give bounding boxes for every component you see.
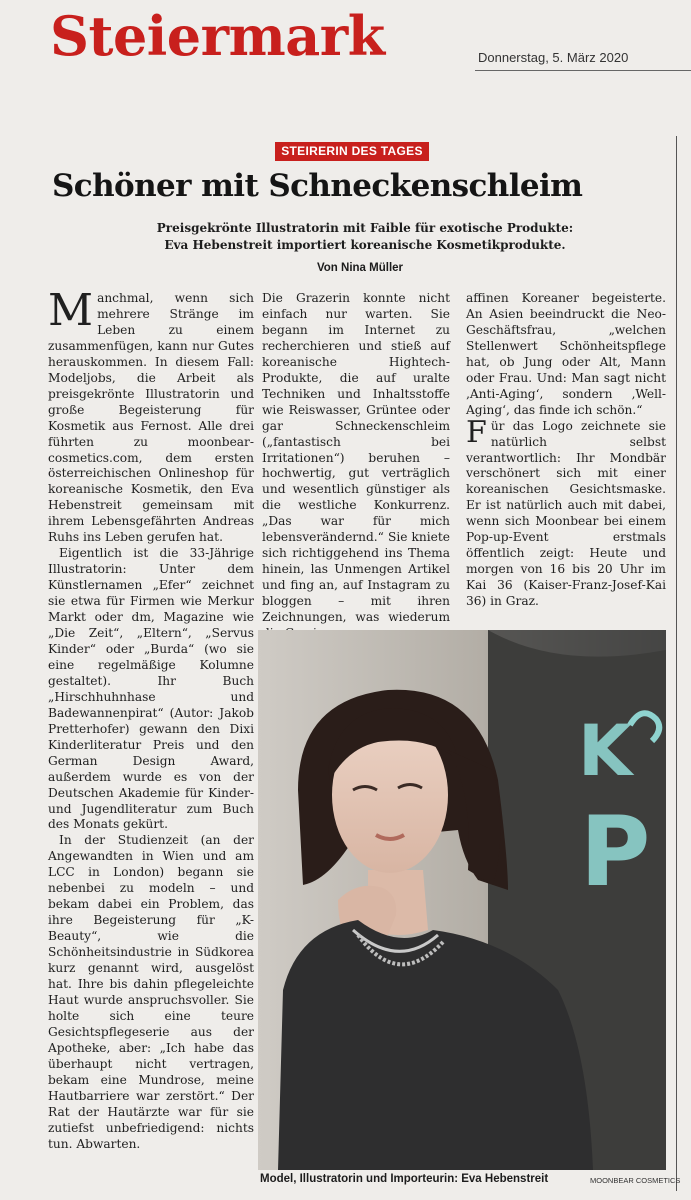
article-column-1	[48, 285, 254, 1152]
svg-text:K: K	[578, 710, 633, 792]
paragraph: Manchmal, wenn sich mehrere Stränge im Leben zu einem zusammenfügen, kann nur Gutes herauskommen. In diesem Fall: Modeljobs, die Arbeit als preisgekrönte Illustratorin und große Begeisterung für Kosmetik aus Fernost. Alle drei führten zu moonbear-cosmetics.com, dem ersten österreichischen Onlineshop für koreanische Kosmetik, den Eva Hebenstreit gemeinsam mit ihrem Lebensgefährten Andreas Ruhs ins Leben gerufen hat.	[48, 285, 254, 545]
portrait-illustration	[258, 630, 666, 1170]
article-kicker: STEIRERIN DES TAGES	[275, 142, 429, 161]
article-headline: Schöner mit Schneckenschleim	[52, 168, 583, 204]
photo-caption: Model, Illustratorin und Importeurin: Eva Hebenstreit	[260, 1173, 549, 1185]
drop-cap: F	[466, 414, 487, 450]
paragraph: Für das Logo zeichnete sie natürlich selbst verantwortlich: Ihr Mondbär verschönert sich mit einer koreanischen Gesichtsmaske. Er ist natürlich auch mit dabei, wenn sich Moonbear bei einem Pop-up-Event erstmals öffentlich zeigt: Heute und morgen von 16 bis 20 Uhr im Kai 36 (Kaiser-Franz-Josef-Kai 36) in Graz.	[466, 414, 666, 609]
article-column-3	[466, 291, 666, 610]
issue-date: Donnerstag, 5. März 2020	[478, 50, 629, 65]
article-subhead	[125, 220, 605, 254]
drop-cap: M	[48, 285, 94, 336]
article-column-2	[262, 291, 450, 642]
column-rule	[676, 136, 677, 1191]
photo-credit: MOONBEAR COSMETICS	[590, 1176, 681, 1185]
paragraph: Eigentlich ist die 33-Jährige Illustratorin: Unter dem Künstlernamen „Efer“ zeichnet sie etwa für Firmen wie Merkur Markt oder dm, Magazine wie „Die Zeit“, „Eltern“, „Servus Kinder“ oder „Burda“ (wo sie eine regelmäßige Kolumne gestaltet). Ihr Buch „Hirschhuhnhase und Badewannenpirat“ (Autor: Jakob Pretterhofer) gewann den Dixi Kinderliteratur Preis und den German Design Award, außerdem wurde es von der Deutschen Akademie für Kinder- und Jugendliteratur zum Buch des Monats gekürt.	[48, 546, 254, 832]
article-byline: Von Nina Müller	[316, 262, 404, 274]
masthead-title: Steiermark	[50, 4, 385, 68]
subhead-line: Eva Hebenstreit importiert koreanische Kosmetikprodukte.	[164, 238, 566, 252]
svg-text:P: P	[580, 796, 651, 908]
masthead-rule	[475, 70, 691, 71]
paragraph: In der Studienzeit (an der Angewandten in Wien und am LCC in London) begann sie nebenbei zu modeln – und bekam dabei ein Problem, das ihre Begeisterung für „K-Beauty“, wie die Schönheitsindustrie in Südkorea kurz genannt wird, ausgelöst hat. Ihre bis dahin pflegeleichte Haut wurde anspruchsvoller. Sie holte sich eine teure Gesichtspflegeserie aus der Apotheke, aber: „Ich habe das überhaupt nicht vertragen, bekam eine Mundrose, meine Hautbarriere war zerstört.“ Der Rat der Hautärzte war für sie zutiefst unbefriedigend: nichts tun. Abwarten.	[48, 833, 254, 1151]
subhead-line: Preisgekrönte Illustratorin mit Faible für exotische Produkte:	[156, 221, 574, 235]
paragraph: Die Grazerin konnte nicht einfach nur warten. Sie begann im Internet zu recherchieren und stieß auf koreanische Hightech-Produkte, die auf uralte Techniken und Inhaltsstoffe wie Reiswasser, Grüntee oder gar Schneckenschleim („fantastisch bei Irritationen“) beruhen – hochwertig, gut verträglich und wesentlich günstiger als die westliche Konkurrenz. „Das war für mich lebensverändernd.“ Sie kniete sich richtiggehend ins Thema hinein, las Unmengen Artikel und fing an, auf Instagram zu bloggen – mit ihren Zeichnungen, was wiederum	[262, 291, 450, 625]
paragraph: affinen Koreaner begeisterte. An Asien beeindruckt die Neo-Geschäftsfrau, „welchen Stellenwert Schönheitspflege hat, ob Jung oder Alt, Mann oder Frau. Und: Man sagt nicht ‚Anti-Aging‘, sondern ‚Well-Aging‘, das finde ich schön.“	[466, 291, 666, 417]
portrait-photo	[258, 630, 666, 1170]
